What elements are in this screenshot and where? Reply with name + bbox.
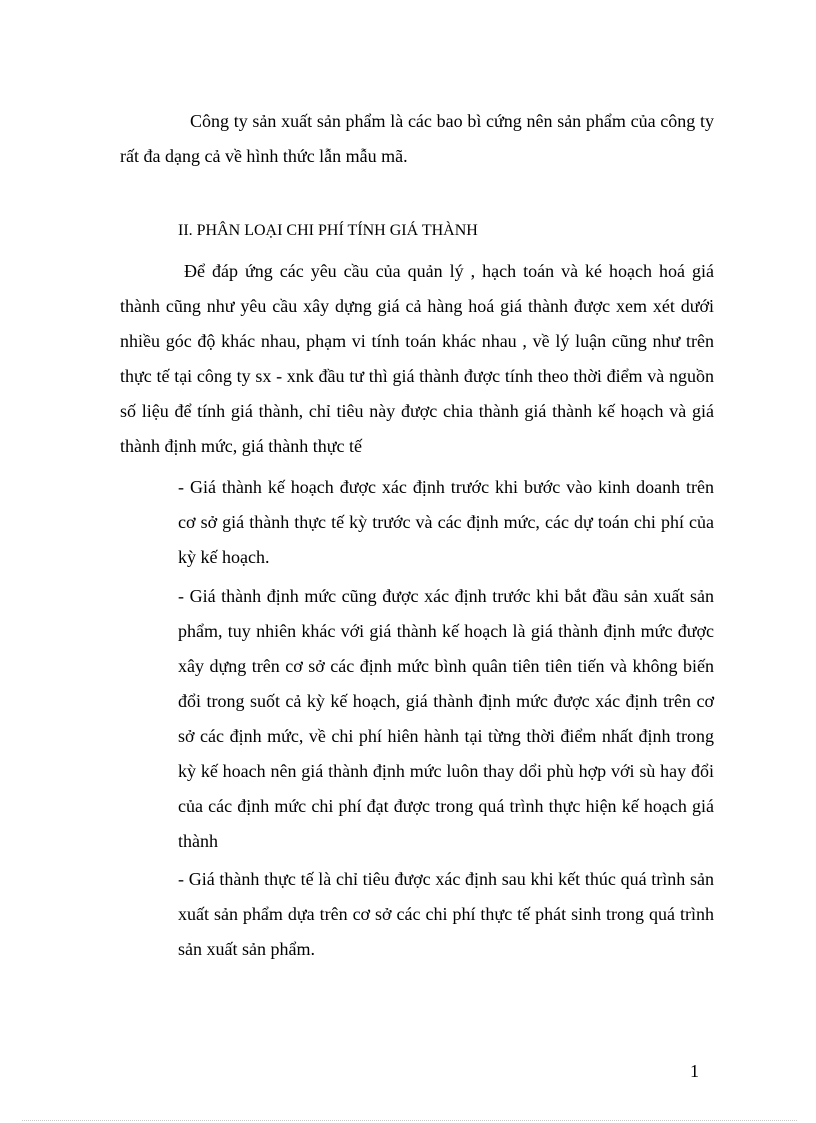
body-paragraph: Để đáp ứng các yêu cầu của quản lý , hạch toán và ké hoạch hoá giá thành cũng như yêu cầu xây dựng giá cả hàng hoá giá thành được xem xét dưới nhiều góc độ khác nhau, phạm vi tính toán khác nhau , về lý luận cũng như trên thực tế tại công ty sx - xnk đầu tư thì giá thành được tính theo thời điểm và nguồn số liệu để tính giá thành, chỉ tiêu này được chia thành giá thành kế hoạch và giá thành định mức, giá thành thực tế [120,261,714,456]
section-heading: II. PHÂN LOẠI CHI PHÍ TÍNH GIÁ THÀNH [178,222,478,239]
footer-divider [22,1120,797,1121]
intro-paragraph: Công ty sản xuất sản phẩm là các bao bì cứng nên sản phẩm của công ty rất đa dạng cả về hình thức lẫn mẫu mã. [120,111,714,166]
bullet-paragraph-standard-cost: - Giá thành định mức cũng được xác định trước khi bắt đầu sản xuất sản phẩm, tuy nhiên khác với giá thành kế hoạch là giá thành định mức được xây dựng trên cơ sở các định mức bình quân tiên tiên tiến và không biến đổi trong suốt cả kỳ kế hoạch, giá thành định mức được xác định trên cơ sở các định mức, về chi phí hiên hành tại từng thời điểm nhất định trong kỳ kế hoach nên giá thành định mức luôn thay dổi phù hợp với sù hay đổi của các định mức chi phí đạt được trong quá trình thực hiện kế hoạch giá thành [178,586,714,851]
bullet-paragraph-actual-cost: - Giá thành thực tế là chỉ tiêu được xác định sau khi kết thúc quá trình sản xuất sản phẩm dựa trên cơ sở các chi phí thực tế phát sinh trong quá trình sản xuất sản phẩm. [178,869,714,959]
bullet-paragraph-planned-cost: - Giá thành kế hoạch được xác định trước khi bước vào kinh doanh trên cơ sở giá thành thực tế kỳ trước và các định mức, các dự toán chi phí của kỳ kế hoạch. [178,477,714,567]
page-number: 1 [690,1061,699,1081]
